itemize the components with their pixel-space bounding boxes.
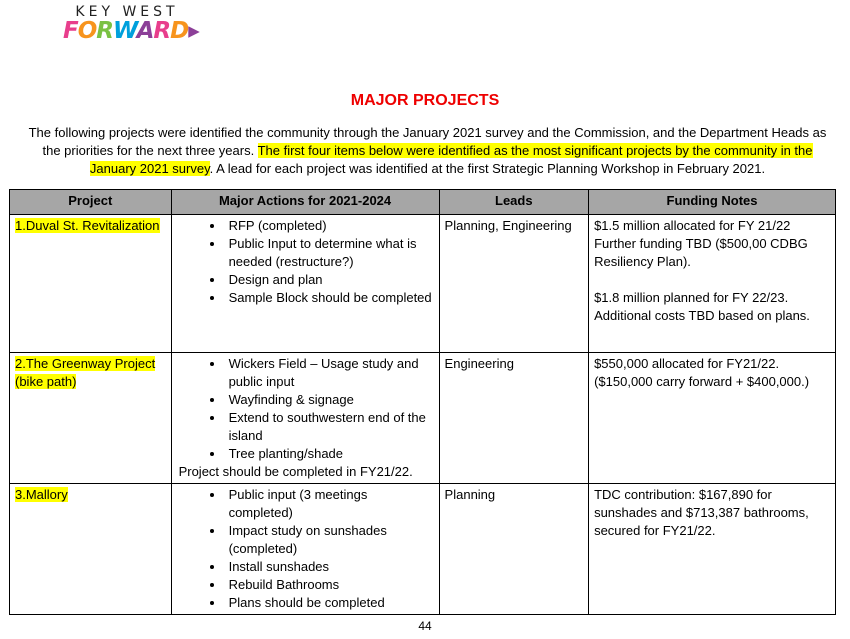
action-item: • Extend to southwestern end of the island [225,409,434,445]
actions-cell [171,353,439,484]
table-row [10,215,836,353]
funding-cell [589,353,836,484]
action-item: • Install sunshades [225,558,434,576]
action-item: • Sample Block should be completed [225,289,434,307]
action-item: • Plans should be completed [225,594,434,612]
column-header: Project [10,190,172,215]
project-cell [10,484,172,615]
logo-arrow-icon: ▸ [188,18,199,44]
intro-paragraph [20,124,835,178]
action-item: • Impact study on sunshades (completed) [225,522,434,558]
logo-letter: A [136,18,154,44]
column-header: Leads [439,190,589,215]
funding-cell [589,484,836,615]
action-item: • Public Input to determine what is needed (restructure?) [225,235,434,271]
table-header-row [10,190,836,215]
intro-highlight: The first four items below were identified as the most significant projects by the community in the January 2021 survey [89,143,813,176]
project-name: 3.Mallory [15,487,68,502]
funding-note: TDC contribution: $167,890 for sunshades and $713,387 bathrooms, secured for FY21/22. [594,487,809,538]
action-note: Project should be completed in FY21/22. [178,464,413,479]
table-row [10,484,836,615]
leads-cell: Engineering [439,353,589,484]
action-item: • Rebuild Bathrooms [225,576,434,594]
project-name: 1.Duval St. Revitalization [15,218,160,233]
key-west-forward-logo [63,4,199,48]
column-header: Major Actions for 2021-2024 [171,190,439,215]
logo-letter: R [153,18,171,44]
actions-cell [171,215,439,353]
column-header: Funding Notes [589,190,836,215]
project-cell [10,215,172,353]
table-row [10,353,836,484]
page-number: 44 [418,619,432,633]
funding-note: $1.5 million allocated for FY 21/22 Further funding TBD ($500,00 CDBG Resiliency Plan). [594,218,808,269]
leads-cell: Planning [439,484,589,615]
action-item: • Public input (3 meetings completed) [225,486,434,522]
project-name: 2.The Greenway Project (bike path) [15,356,156,389]
project-cell [10,353,172,484]
action-item: • Design and plan [225,271,434,289]
intro-text-end: . A lead for each project was identified at the first Strategic Planning Workshop in February 2021. [209,161,766,176]
logo-top-text: KEY WEST [75,4,179,20]
logo-letter: D [170,18,189,44]
action-item: • RFP (completed) [225,217,434,235]
logo-letter: O [77,18,97,44]
leads-cell: Planning, Engineering [439,215,589,353]
funding-cell [589,215,836,353]
funding-note: $1.8 million planned for FY 22/23. Additional costs TBD based on plans. [594,290,810,323]
logo-letter: W [113,18,137,44]
action-item: • Tree planting/shade [225,445,434,463]
funding-note: $550,000 allocated for FY21/22. ($150,000 carry forward + $400,000.) [594,356,810,389]
projects-table [9,189,836,615]
intro-text: The following projects were identified the community through the January 2021 survey and the Commission, and the Department Heads as the priorities for the next three years. [28,125,827,158]
page-title: MAJOR PROJECTS [350,92,500,109]
logo-letter: R [96,18,113,44]
action-item: • Wayfinding & signage [225,391,434,409]
logo-letter: F [63,18,78,44]
actions-cell [171,484,439,615]
logo-word [63,18,199,44]
action-item: • Wickers Field – Usage study and public input [225,355,434,391]
